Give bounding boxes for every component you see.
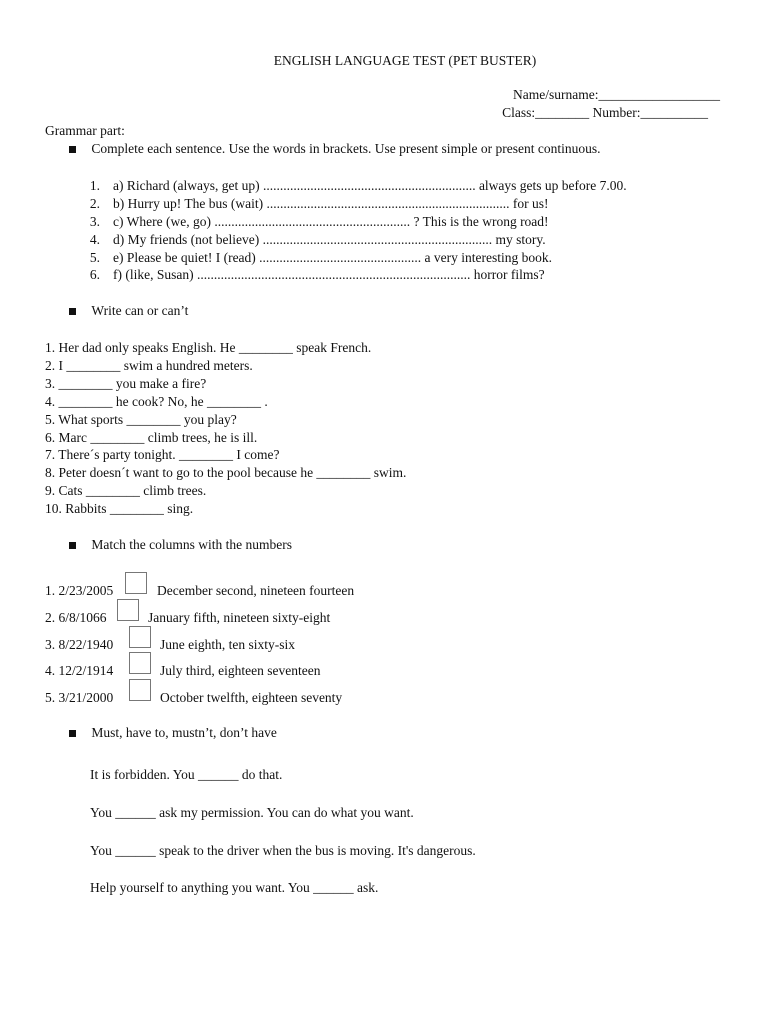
section3-instruction	[69, 537, 292, 553]
match-phrase: July third, eighteen seventeen	[160, 663, 321, 678]
section4-instruction	[69, 725, 277, 741]
list-item: 7. There´s party tonight. ________ I come?	[45, 447, 280, 462]
page-title: ENGLISH LANGUAGE TEST (PET BUSTER)	[273, 53, 537, 68]
match-phrase: January fifth, nineteen sixty-eight	[148, 610, 331, 625]
match-date: 5. 3/21/2000	[45, 690, 114, 705]
match-date: 4. 12/2/1914	[45, 663, 114, 678]
list-item: 8. Peter doesn´t want to go to the pool because he ________ swim.	[45, 465, 407, 480]
list-item: 4. ________ he cook? No, he ________ .	[45, 394, 268, 409]
list-item: Help yourself to anything you want. You ______ ask.	[90, 880, 379, 895]
list-item: 10. Rabbits ________ sing.	[45, 501, 194, 516]
class-number-field[interactable]: Class:________ Number:__________	[502, 105, 708, 120]
match-date: 2. 6/8/1066	[45, 610, 107, 625]
section1-instruction-text: Complete each sentence. Use the words in brackets. Use present simple or present continuous.	[91, 141, 601, 156]
list-item: 5. What sports ________ you play?	[45, 412, 237, 427]
section4-instruction-text: Must, have to, mustn’t, don’t have	[91, 725, 277, 740]
answer-box[interactable]	[117, 599, 139, 621]
match-phrase: December second, nineteen fourteen	[157, 583, 355, 598]
match-phrase: June eighth, ten sixty-six	[160, 637, 295, 652]
match-date: 3. 8/22/1940	[45, 637, 114, 652]
answer-box[interactable]	[125, 572, 147, 594]
list-item: 1. Her dad only speaks English. He ________ speak French.	[45, 340, 372, 355]
bullet-square-icon	[69, 146, 76, 153]
match-date: 1. 2/23/2005	[45, 583, 114, 598]
list-item: You ______ speak to the driver when the bus is moving. It's dangerous.	[90, 843, 476, 858]
bullet-square-icon	[69, 542, 76, 549]
bullet-square-icon	[69, 308, 76, 315]
list-item: 6. Marc ________ climb trees, he is ill.	[45, 430, 258, 445]
answer-box[interactable]	[129, 626, 151, 648]
list-item: 2. I ________ swim a hundred meters.	[45, 358, 253, 373]
section2-instruction-text: Write can or can’t	[91, 303, 189, 318]
list-item: 9. Cats ________ climb trees.	[45, 483, 207, 498]
list-item: You ______ ask my permission. You can do what you want.	[90, 805, 414, 820]
bullet-square-icon	[69, 730, 76, 737]
section1-instruction	[69, 141, 600, 157]
name-surname-field[interactable]: Name/surname:__________________	[513, 87, 720, 102]
grammar-part-label: Grammar part:	[45, 123, 125, 138]
match-phrase: October twelfth, eighteen seventy	[160, 690, 343, 705]
list-item: 3. ________ you make a fire?	[45, 376, 207, 391]
page: ENGLISH LANGUAGE TEST (PET BUSTER) Name/surname:__________________ Class:________ Number:__________ Grammar part: Complete each sentence. Use the words in brackets. Use present simple or present continuous. 1. a) Richard (always, get up) ............................................................... always gets up before 7.00. 2. b) Hurry up! The bus (wait) ........................................................................ for us! 3. c) Where (we, go) .......................................................... ? This is the wrong road! 4. d) My friends (not believe) .................................................................... my story. 5. e) Please be quiet! I (read) ................................................ a very interesting book. 6. f) (like, Susan) ................................................................................. horror films? Write can or can’t 1. Her dad only speaks English. He ________ speak French. 2. I ________ swim a hundred meters. 3. ________ you make a fire? 4. ________ he cook? No, he ________ . 5. What sports ________ you play? 6. Marc ________ climb trees, he is ill. 7. There´s party tonight. ________ I come? 8. Peter doesn´t want to go to the pool because he ________ swim. 9. Cats ________ climb trees. 10. Rabbits ________ sing. Match the columns with the numbers 1. 2/23/2005 December second, nineteen fourteen 2. 6/8/1066 January fifth, nineteen sixty-eight 3. 8/22/1940 June eighth, ten sixty-six 4. 12/2/1914 July third, eighteen seventeen 5. 3/21/2000 October twelfth, eighteen seventy Must, have to, mustn’t, don’t have It is forbidden. You ______ do that. You ______ ask my permission. You can do what you want. You ______ speak to the driver when the bus is moving. It's dangerous. Help yourself to anything you want. You ______ ask.	[0, 0, 768, 1024]
section2-instruction	[69, 303, 188, 319]
section3-instruction-text: Match the columns with the numbers	[91, 537, 292, 552]
list-item: It is forbidden. You ______ do that.	[90, 767, 283, 782]
answer-box[interactable]	[129, 679, 151, 701]
answer-box[interactable]	[129, 652, 151, 674]
